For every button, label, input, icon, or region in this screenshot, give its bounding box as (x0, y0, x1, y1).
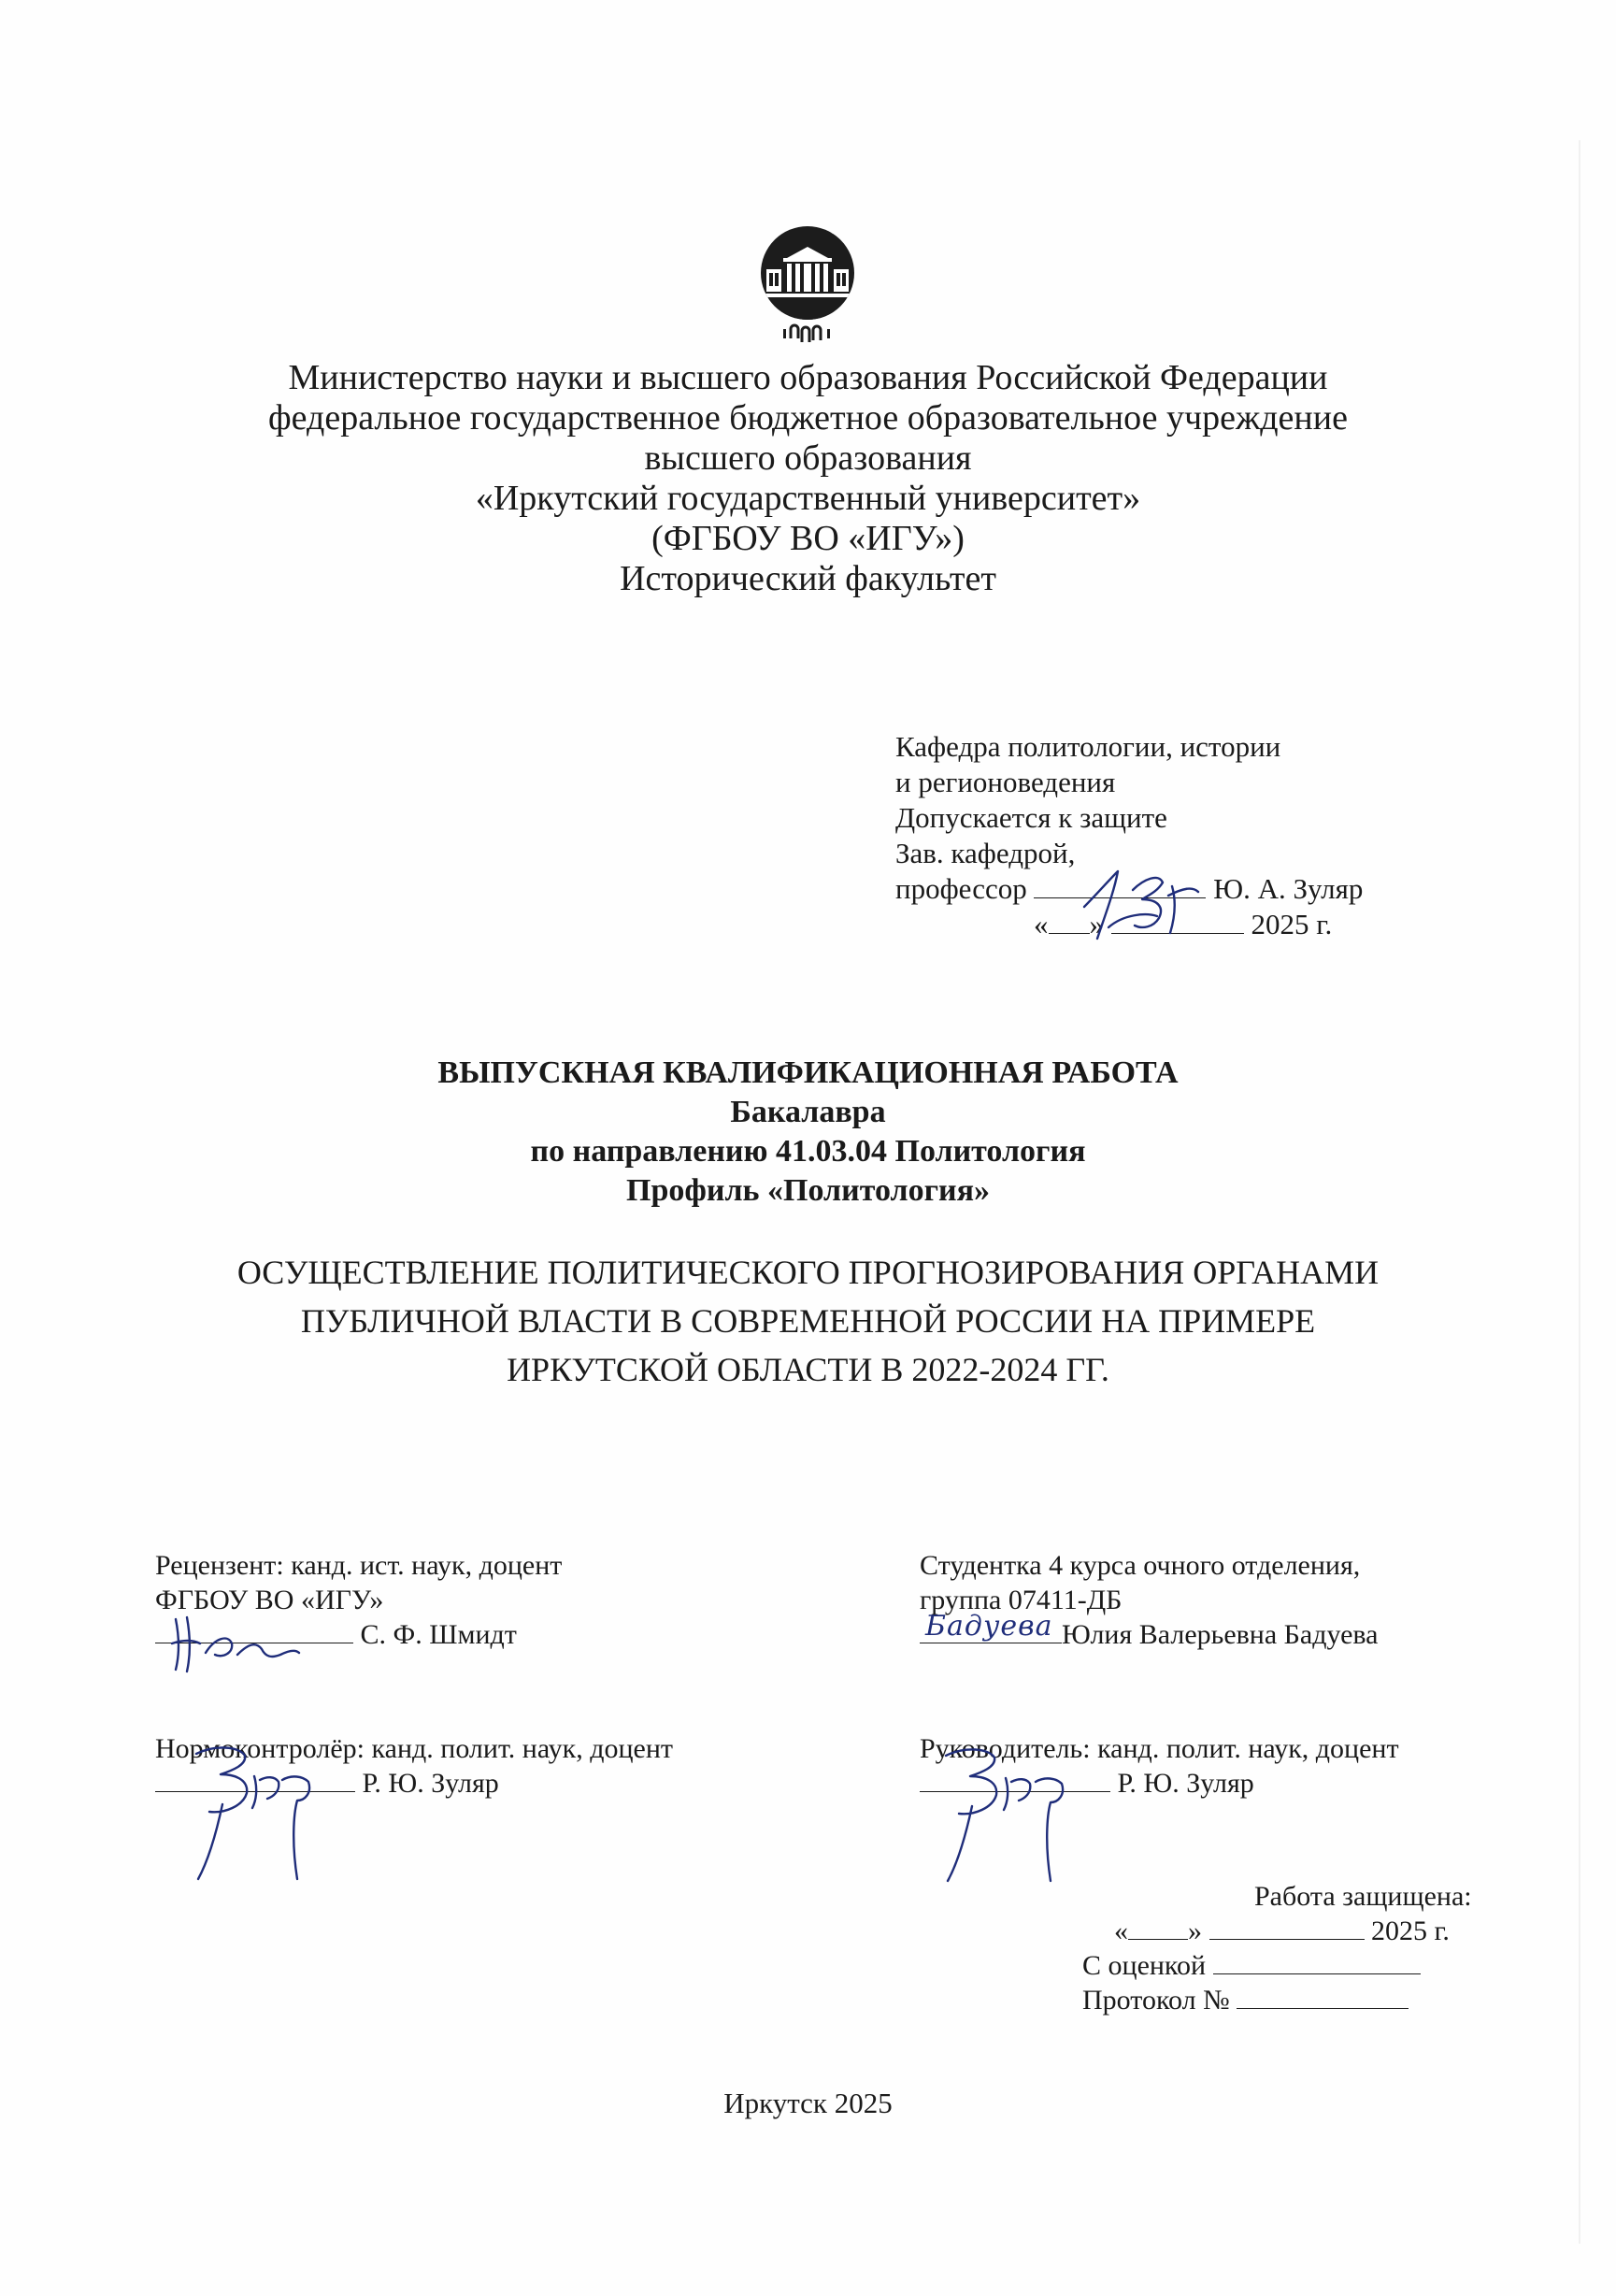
defense-month-blank (1209, 1915, 1365, 1940)
student-block (920, 1548, 1378, 1652)
supervisor-signature-icon (925, 1741, 1122, 1900)
student-signature-line (920, 1610, 1379, 1652)
protocol-label: Протокол № (1082, 1985, 1230, 2016)
defense-day-blank (1128, 1915, 1188, 1940)
department-line-2: и регионоведения (895, 766, 1116, 798)
direction-title: по направлению 41.03.04 Политология (530, 1134, 1086, 1169)
university-name-line: «Иркутский государственный университет» (475, 479, 1141, 518)
norm-controller-name: Р. Ю. Зуляр (362, 1768, 499, 1799)
reviewer-signature-icon (159, 1600, 327, 1685)
department-line-1: Кафедра политологии, истории (895, 730, 1281, 763)
reviewer-org: ФГБОУ ВО «ИГУ» (155, 1585, 384, 1615)
supervisor-name: Р. Ю. Зуляр (1117, 1768, 1254, 1799)
student-title: Студентка 4 курса очного отделения, (920, 1550, 1361, 1581)
head-position: профессор (895, 872, 1027, 905)
norm-controller-signature-icon (178, 1739, 365, 1898)
degree-title: Бакалавра (730, 1095, 886, 1129)
student-signature-text: Бадуева (925, 1610, 1053, 1643)
admission-line: Допускается к защите (895, 801, 1167, 834)
student-signature-blank (920, 1610, 1062, 1643)
approval-day-close-quote: » (1089, 908, 1104, 940)
work-type-title: ВЫПУСКНАЯ КВАЛИФИКАЦИОННАЯ РАБОТА (437, 1055, 1179, 1090)
head-name: Ю. А. Зуляр (1213, 872, 1364, 905)
reviewer-name: С. Ф. Шмидт (360, 1619, 517, 1650)
grade-blank (1213, 1949, 1421, 1974)
university-logo-icon (759, 224, 856, 352)
head-signature-icon (1067, 858, 1254, 961)
grade-label: С оценкой (1082, 1950, 1207, 1981)
profile-title: Профиль «Политология» (626, 1173, 990, 1208)
grade-line (1082, 1948, 1421, 1983)
student-name: Юлия Валерьевна Бадуева (1062, 1619, 1379, 1650)
topic-line-3: ИРКУТСКОЙ ОБЛАСТИ В 2022-2024 ГГ. (507, 1351, 1109, 1388)
approval-year: 2025 г. (1251, 908, 1333, 940)
faculty-line: Исторический факультет (620, 559, 996, 598)
defense-title: Работа защищена: (1254, 1881, 1472, 1912)
topic-line-2: ПУБЛИЧНОЙ ВЛАСТИ В СОВРЕМЕННОЙ РОССИИ НА ПРИМЕРЕ (300, 1302, 1316, 1340)
approval-day-open-quote: « (1034, 908, 1049, 940)
defense-day-open-quote: « (1114, 1916, 1128, 1946)
reviewer-title: Рецензент: канд. ист. наук, доцент (155, 1550, 563, 1581)
head-of-department-line: Зав. кафедрой, (895, 837, 1076, 869)
university-abbr-line: (ФГБОУ ВО «ИГУ») (651, 519, 965, 558)
supervisor-title: Руководитель: канд. полит. наук, доцент (920, 1733, 1399, 1764)
city-year-footer: Иркутск 2025 (723, 2087, 893, 2119)
defense-day-close-quote: » (1188, 1916, 1202, 1946)
education-level-line: высшего образования (644, 438, 972, 478)
ministry-line: Министерство науки и высшего образования Российской Федерации (288, 358, 1328, 397)
institution-type-line: федеральное государственное бюджетное образовательное учреждение (268, 398, 1348, 438)
topic-line-1: ОСУЩЕСТВЛЕНИЕ ПОЛИТИЧЕСКОГО ПРОГНОЗИРОВАНИЯ ОРГАНАМИ (236, 1254, 1380, 1291)
norm-controller-title: Нормоконтролёр: канд. полит. наук, доцент (155, 1733, 674, 1764)
protocol-blank (1237, 1984, 1409, 2009)
defense-year: 2025 г. (1371, 1916, 1450, 1946)
defense-date-line (1114, 1914, 1450, 1948)
student-group: группа 07411-ДБ (920, 1585, 1123, 1615)
protocol-line (1082, 1983, 1409, 2017)
